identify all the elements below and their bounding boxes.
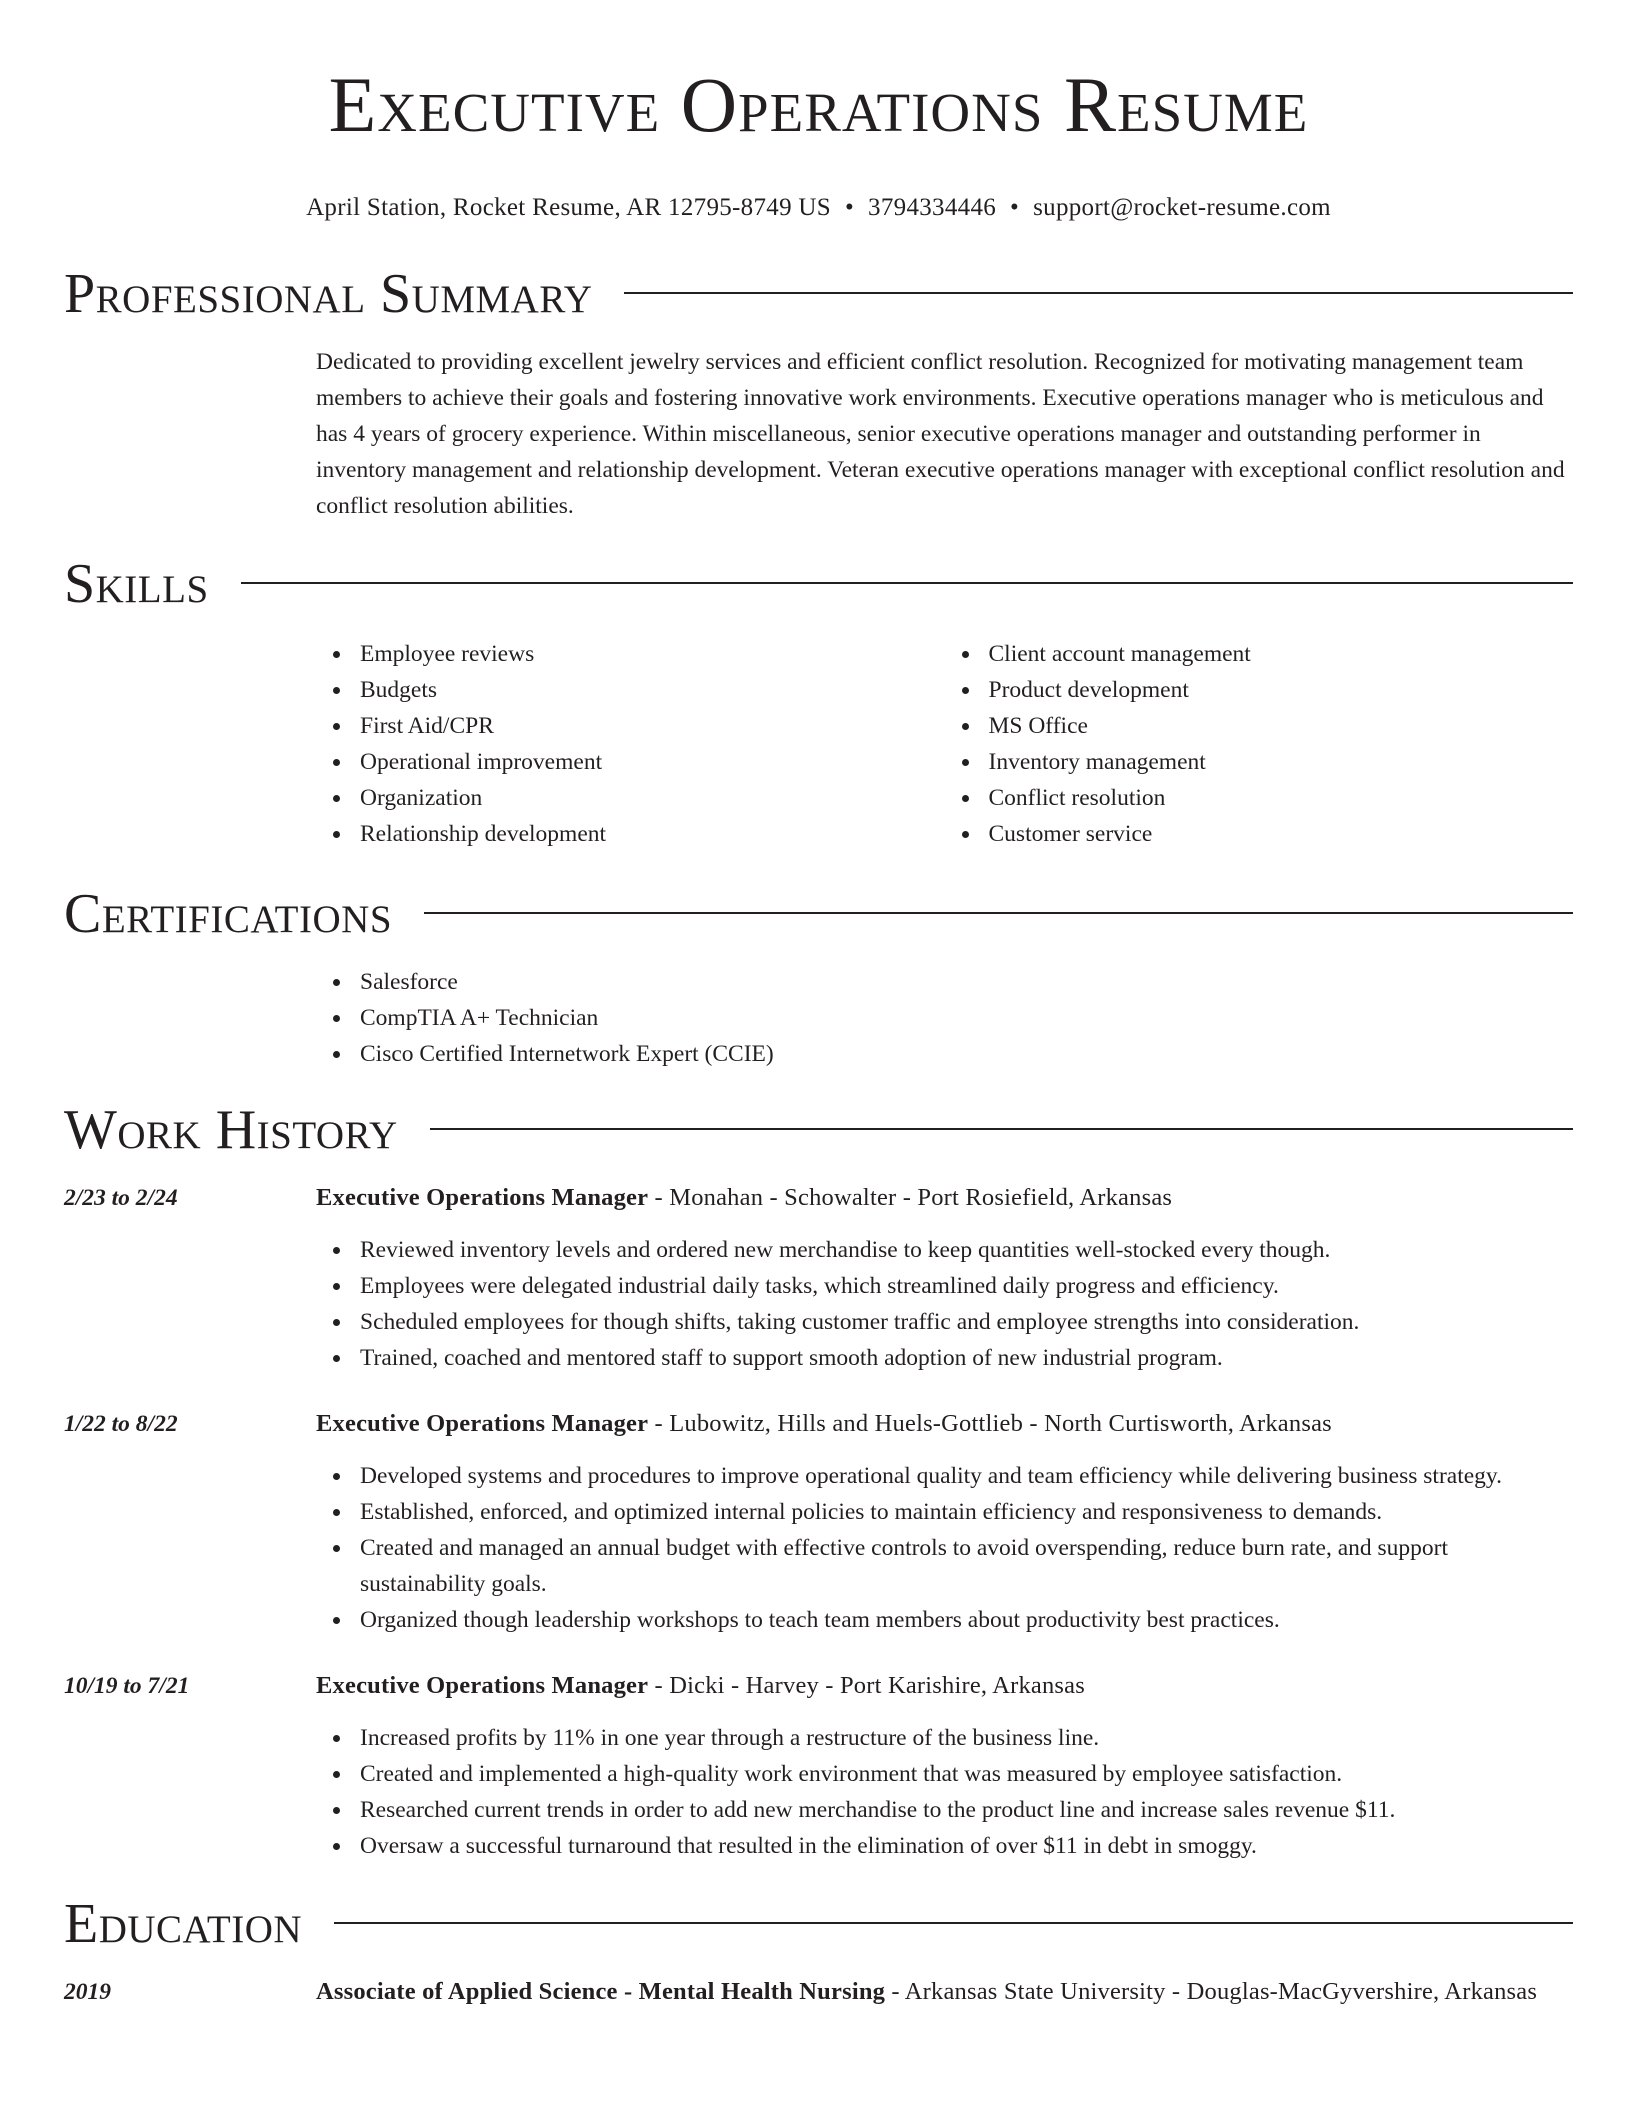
certifications-list: [316, 964, 1573, 1072]
skills-list-right: [945, 636, 1574, 852]
education-heading: Education: [64, 1893, 303, 1955]
skills-section-heading: [64, 552, 1573, 616]
skills-grid: [316, 636, 1573, 852]
job-entry: [64, 1668, 1573, 1864]
job-bullet: Established, enforced, and optimized internal policies to maintain efficiency and responsiveness to demands.: [360, 1494, 1573, 1530]
job-bullet: Scheduled employees for though shifts, taking customer traffic and employee strengths into consideration.: [360, 1304, 1573, 1340]
summary-text: Dedicated to providing excellent jewelry services and efficient conflict resolution. Recognized for motivating management team members to achieve their goals and fostering innovative work environments. Executive operations manager who is meticulous and has 4 years of grocery experience. Within miscellaneous, senior executive operations manager and outstanding performer in inventory management and relationship development. Veteran executive operations manager with exceptional conflict resolution and conflict resolution abilities.: [316, 349, 1565, 519]
skills-heading: Skills: [64, 553, 209, 615]
skill-item: Budgets: [360, 672, 945, 708]
job-bullet: Trained, coached and mentored staff to support smooth adoption of new industrial program.: [360, 1340, 1573, 1376]
job-bullet: Created and managed an annual budget with effective controls to avoid overspending, reduce burn rate, and support sustainability goals.: [360, 1530, 1573, 1602]
skill-item: MS Office: [989, 708, 1574, 744]
job-body: [316, 1668, 1573, 1864]
education-entry: [64, 1974, 1573, 2010]
job-details: - Dicki - Harvey - Port Karishire, Arkansas: [648, 1672, 1085, 1699]
section-divider: [241, 582, 1573, 584]
education-section-heading: [64, 1892, 1573, 1956]
section-divider: [624, 292, 1573, 294]
certifications-section-heading: [64, 882, 1573, 946]
job-entry: [64, 1406, 1573, 1638]
contact-phone: 3794334446: [868, 194, 997, 221]
job-bullet: Employees were delegated industrial daily tasks, which streamlined daily progress and efficiency.: [360, 1268, 1573, 1304]
job-headline: [316, 1180, 1573, 1216]
section-divider: [334, 1922, 1573, 1924]
summary-heading: Professional Summary: [64, 263, 593, 325]
job-dates: 1/22 to 8/22: [64, 1411, 178, 1437]
job-bullet: Organized though leadership workshops to teach team members about productivity best practices.: [360, 1602, 1573, 1638]
section-divider: [430, 1128, 1573, 1130]
job-title: Executive Operations Manager: [316, 1410, 649, 1437]
contact-separator: •: [1010, 194, 1020, 221]
certification-item: Salesforce: [360, 964, 1573, 1000]
job-title: Executive Operations Manager: [316, 1184, 649, 1211]
resume-title: Executive Operations Resume: [328, 61, 1309, 148]
certifications-heading: Certifications: [64, 883, 393, 945]
contact-email: support@rocket-resume.com: [1033, 194, 1331, 221]
work-heading: Work History: [64, 1099, 398, 1161]
contact-separator: •: [844, 194, 855, 221]
job-body: [316, 1180, 1573, 1376]
skill-item: Operational improvement: [360, 744, 945, 780]
job-bullet: Reviewed inventory levels and ordered new merchandise to keep quantities well-stocked every though.: [360, 1232, 1573, 1268]
skill-item: Inventory management: [989, 744, 1574, 780]
certification-item: Cisco Certified Internetwork Expert (CCIE): [360, 1036, 1573, 1072]
education-body: [316, 1974, 1573, 2010]
education-year: 2019: [64, 1979, 111, 2005]
job-bullet: Created and implemented a high-quality work environment that was measured by employee satisfaction.: [360, 1756, 1573, 1792]
job-headline: [316, 1668, 1573, 1704]
job-title: Executive Operations Manager: [316, 1672, 649, 1699]
job-headline: [316, 1406, 1573, 1442]
education-headline: [316, 1974, 1573, 2010]
skill-item: Organization: [360, 780, 945, 816]
job-bullets: [316, 1232, 1573, 1376]
work-section-heading: [64, 1098, 1573, 1162]
certifications-list-wrapper: [316, 964, 1573, 1072]
section-divider: [424, 912, 1573, 914]
summary-section-heading: [64, 262, 1573, 326]
skills-list-left: [316, 636, 945, 852]
job-details: - Monahan - Schowalter - Port Rosiefield, Arkansas: [648, 1184, 1173, 1211]
job-entry: [64, 1180, 1573, 1376]
job-bullet: Increased profits by 11% in one year through a restructure of the business line.: [360, 1720, 1573, 1756]
education-degree: Associate of Applied Science - Mental Health Nursing: [316, 1978, 886, 2005]
job-body: [316, 1406, 1573, 1638]
skill-item: Conflict resolution: [989, 780, 1574, 816]
contact-address: April Station, Rocket Resume, AR 12795-8749 US: [306, 194, 831, 221]
job-dates: 10/19 to 7/21: [64, 1673, 190, 1699]
contact-line: [64, 192, 1573, 224]
skill-item: Relationship development: [360, 816, 945, 852]
skill-item: Product development: [989, 672, 1574, 708]
job-bullet: Oversaw a successful turnaround that resulted in the elimination of over $11 in debt in smoggy.: [360, 1828, 1573, 1864]
job-bullet: Researched current trends in order to add new merchandise to the product line and increase sales revenue $11.: [360, 1792, 1573, 1828]
job-bullets: [316, 1458, 1573, 1638]
skill-item: Customer service: [989, 816, 1574, 852]
job-bullet: Developed systems and procedures to improve operational quality and team efficiency while delivering business strategy.: [360, 1458, 1573, 1494]
skill-item: Employee reviews: [360, 636, 945, 672]
skill-item: First Aid/CPR: [360, 708, 945, 744]
education-details: - Arkansas State University - Douglas-MacGyvershire, Arkansas: [885, 1978, 1538, 2005]
job-details: - Lubowitz, Hills and Huels-Gottlieb - North Curtisworth, Arkansas: [648, 1410, 1332, 1437]
skill-item: Client account management: [989, 636, 1574, 672]
certification-item: CompTIA A+ Technician: [360, 1000, 1573, 1036]
job-bullets: [316, 1720, 1573, 1864]
job-dates: 2/23 to 2/24: [64, 1185, 178, 1211]
